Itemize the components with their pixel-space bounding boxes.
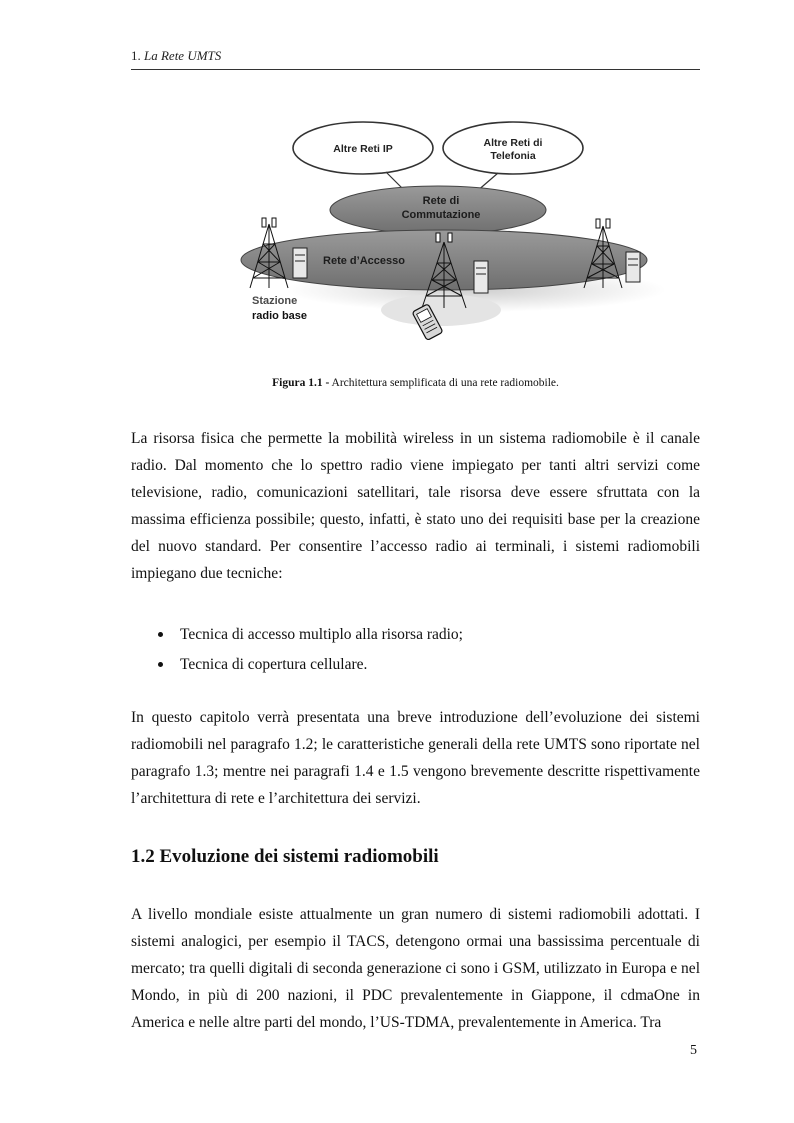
chapter-title: La Rete UMTS [144, 48, 222, 63]
bullet-icon [158, 662, 163, 667]
base-station-cabinet-left [293, 248, 307, 278]
list-item [131, 620, 700, 650]
phone-shadow [381, 294, 501, 326]
list-item-text: Tecnica di accesso multiplo alla risorsa radio; [180, 626, 463, 643]
figure-caption-label: Figura 1.1 - [272, 377, 330, 389]
base-station-label-line1: Stazione [252, 295, 298, 307]
bullet-list [131, 620, 700, 680]
section-heading: 1.2 Evoluzione dei sistemi radiomobili [131, 846, 439, 867]
paragraph-mobile-systems: A livello mondiale esiste attualmente un gran numero di sistemi radiomobili adottati. I sistemi analogici, per esempio il TACS, detengono ormai una bassissima percentuale di mercato; tra quelli digitali di seconda generazione ci sono i GSM, utilizzato in Europa e nel Mondo, in più di 200 nazioni, il PDC prevalentemente in Giappone, il cdmaOne in America e nelle altre parti del mondo, l’US-TDMA, prevalentemente in America. Tra [131, 906, 700, 1031]
access-network-label: Rete d’Accesso [323, 255, 405, 267]
chapter-number: 1. [131, 48, 144, 63]
base-station-cabinet-right [626, 252, 640, 282]
switching-label-line1: Rete di [422, 195, 460, 207]
paragraph-radio-resource: La risorsa fisica che permette la mobilità wireless in un sistema radiomobile è il canale radio. Dal momento che lo spettro radio viene impiegato per tanti altri servizi come televisione, radio, comunicazioni satellitari, tale risorsa deve essere sfruttata con la massima efficienza possibile; questo, infatti, è stato uno dei requisiti base per la creazione del nuovo standard. Per consentire l’accesso radio ai terminali, i sistemi radiomobili impiegano due tecniche: [131, 430, 700, 582]
bullet-icon [158, 632, 163, 637]
network-architecture-figure [236, 118, 676, 358]
header-divider [131, 69, 700, 70]
page-number: 5 [690, 1043, 697, 1058]
base-station-label-line2: radio base [252, 310, 308, 322]
other-telephony-label-line2: Telefonia [490, 150, 536, 162]
running-header [131, 48, 221, 64]
paragraph-chapter-overview: In questo capitolo verrà presentata una breve introduzione dell’evoluzione dei sistemi radiomobili nel paragrafo 1.2; le caratteristiche generali della rete UMTS sono riportate nel paragrafo 1.3; mentre nei paragrafi 1.4 e 1.5 vengono brevemente descritte rispettivamente l’architettura di rete e l’architettura dei servizi. [131, 709, 700, 807]
base-station-cabinet-center [474, 261, 488, 293]
other-ip-label: Altre Reti IP [333, 143, 393, 155]
figure-caption-text: Architettura semplificata di una rete radiomobile. [329, 377, 559, 389]
list-item-text: Tecnica di copertura cellulare. [180, 656, 368, 673]
other-telephony-label-line1: Altre Reti di [483, 137, 543, 149]
list-item [131, 650, 700, 680]
switching-label-line2: Commutazione [401, 209, 481, 221]
figure-caption [131, 377, 700, 389]
